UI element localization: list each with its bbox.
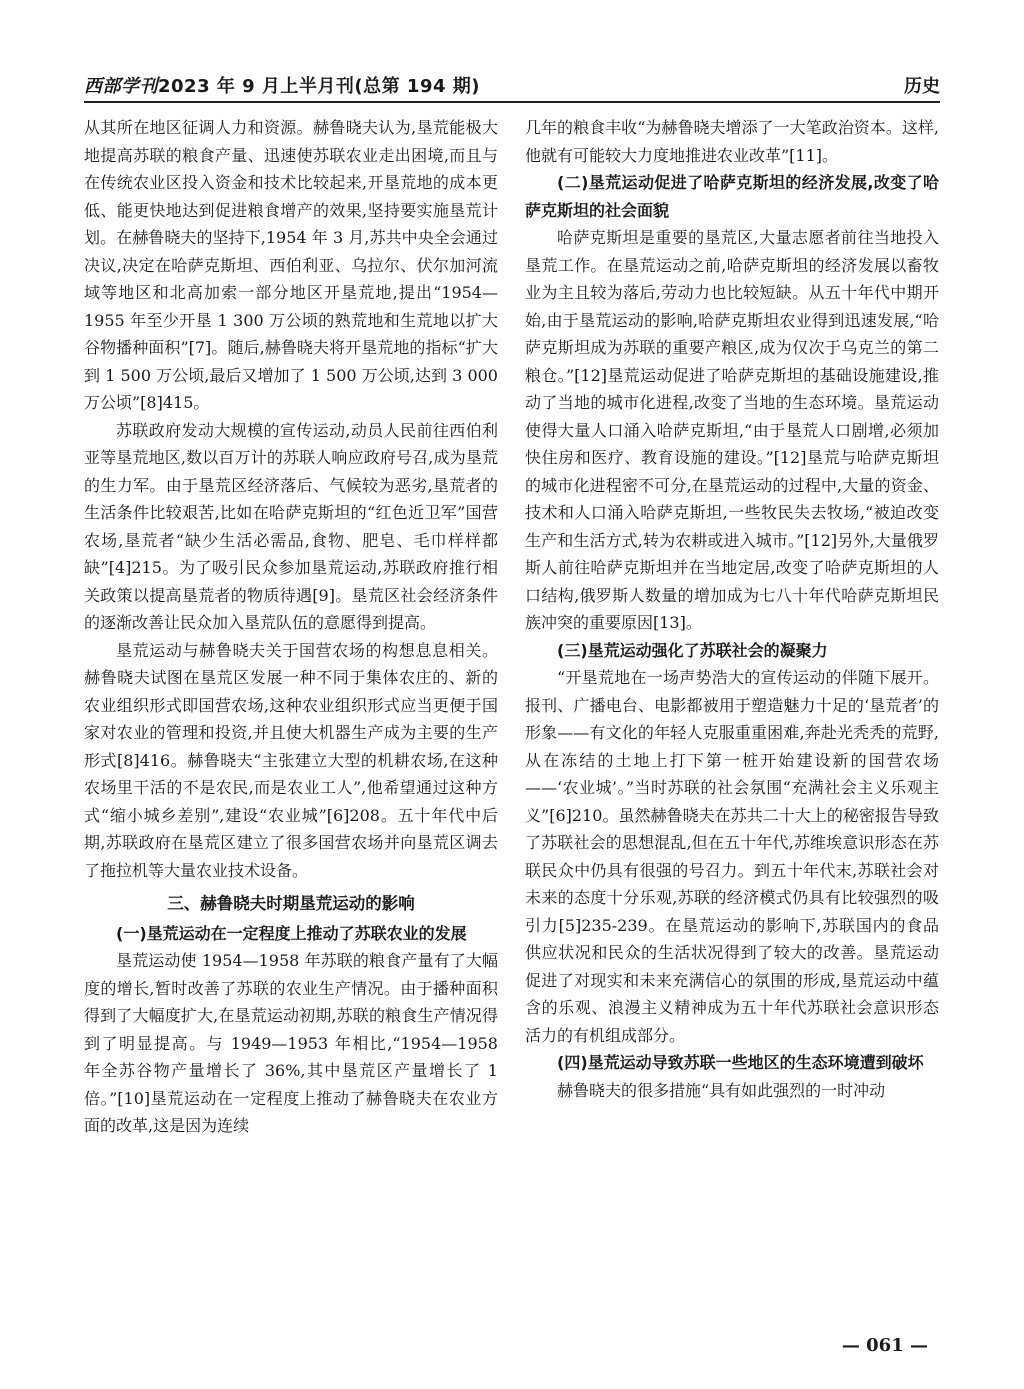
section-name: 历史 [904,76,940,97]
right-column [525,114,939,1104]
paragraph: 几年的粮食丰收“为赫鲁晓夫增添了一大笔政治资本。这样,他就有可能较大力度地推进农业改革”[11]。 [525,118,939,165]
paragraph: 垦荒运动使 1954—1958 年苏联的粮食产量有了大幅度的增长,暂时改善了苏联的农业生产情况。由于播种面积得到了大幅度扩大,在垦荒运动初期,苏联的粮食生产情况得到了明显提高。与 1949—1953 年相比,“1954—1958 年全苏谷物产量增长了 36%,其中垦荒区产量增长了 1 倍。”[10]垦荒运动在一定程度上推动了赫鲁晓夫在农业方面的改革,这是因为连续 [84,951,498,1135]
subsection-heading: (二)垦荒运动促进了哈萨克斯坦的经济发展,改变了哈萨克斯坦的社会面貌 [525,173,939,220]
left-column [84,114,498,1140]
paragraph: 哈萨克斯坦是重要的垦荒区,大量志愿者前往当地投入垦荒工作。在垦荒运动之前,哈萨克斯坦的经济发展以畜牧业为主且较为落后,劳动力也比较短缺。从五十年代中期开始,由于垦荒运动的影响,哈萨克斯坦农业得到迅速发展,“哈萨克斯坦成为苏联的重要产粮区,成为仅次于乌克兰的第二粮仓。”[12]垦荒运动促进了哈萨克斯坦的基础设施建设,推动了当地的城市化进程,改变了当地的生态环境。垦荒运动使得大量人口涌入哈萨克斯坦,“由于垦荒人口剧增,必须加快住房和医疗、教育设施的建设。”[12]垦荒与哈萨克斯坦的城市化进程密不可分,在垦荒运动的过程中,大量的资金、技术和人口涌入哈萨克斯坦,一些牧民失去牧场,“被迫改变生产和生活方式,转为农耕或进入城市。”[12]另外,大量俄罗斯人前往哈萨克斯坦并在当地定居,改变了哈萨克斯坦的人口结构,俄罗斯人数量的增加成为七八十年代哈萨克斯坦民族冲突的重要原因[13]。 [525,228,939,632]
subsection-heading: (三)垦荒运动强化了苏联社会的凝聚力 [557,640,828,660]
subsection-heading: (一)垦荒运动在一定程度上推动了苏联农业的发展 [116,923,467,943]
page-number: — 061 — [841,1335,928,1356]
journal-logo: 西部学刊 [84,76,158,97]
section-heading: 三、赫鲁晓夫时期垦荒运动的影响 [167,894,415,913]
issue-info: 2023 年 9 月上半月刊(总第 194 期) [158,76,480,97]
journal-title [84,72,480,98]
header-rule [84,101,940,103]
paragraph: 苏联政府发动大规模的宣传运动,动员人民前往西伯利亚等垦荒地区,数以百万计的苏联人响应政府号召,成为垦荒的生力军。由于垦荒区经济落后、气候较为恶劣,垦荒者的生活条件比较艰苦,比如在哈萨克斯坦的“红色近卫军”国营农场,垦荒者“缺少生活必需品,食物、肥皂、毛巾样样都缺”[4]215。为了吸引民众参加垦荒运动,苏联政府推行相关政策以提高垦荒者的物质待遇[9]。垦荒区社会经济条件的逐渐改善让民众加入垦荒队伍的意愿得到提高。 [84,420,498,632]
subsection-heading: (四)垦荒运动导致苏联一些地区的生态环境遭到破坏 [557,1053,924,1072]
paragraph: 从其所在地区征调人力和资源。赫鲁晓夫认为,垦荒能极大地提高苏联的粮食产量、迅速使苏联农业走出困境,而且与在传统农业区投入资金和技术比较起来,开垦荒地的成本更低、能更快地达到促进粮食增产的效果,坚持要实施垦荒计划。在赫鲁晓夫的坚持下,1954 年 3 月,苏共中央全会通过决议,决定在哈萨克斯坦、西伯利亚、乌拉尔、伏尔加河流域等地区和北高加索一部分地区开垦荒地,提出“1954—1955 年至少开垦 1 300 万公顷的熟荒地和生荒地以扩大谷物播种面积”[7]。随后,赫鲁晓夫将开垦荒地的指标“扩大到 1 500 万公顷,最后又增加了 1 500 万公顷,达到 3 000 万公顷”[8]415。 [84,118,498,412]
paragraph: 垦荒运动与赫鲁晓夫关于国营农场的构想息息相关。赫鲁晓夫试图在垦荒区发展一种不同于集体农庄的、新的农业组织形式即国营农场,这种农业组织形式应当更便于国家对农业的管理和投资,并且使大机器生产成为主要的生产形式[8]416。赫鲁晓夫“主张建立大型的机耕农场,在这种农场里干活的不是农民,而是农业工人”,他希望通过这种方式“缩小城乡差别”,建设“农业城”[6]208。五十年代中后期,苏联政府在垦荒区建立了很多国营农场并向垦荒区调去了拖拉机等大量农业技术设备。 [84,640,498,880]
paragraph: 赫鲁晓夫的很多措施“具有如此强烈的一时冲动 [557,1080,886,1100]
page-header [84,72,940,102]
paragraph: “开垦荒地在一场声势浩大的宣传运动的伴随下展开。报刊、广播电台、电影都被用于塑造魅力十足的‘垦荒者’的形象——有文化的年轻人克服重重困难,奔赴光秃秃的荒野,从在冻结的土地上打下第一桩开始建设新的国营农场——‘农业城’。”当时苏联的社会氛围“充满社会主义乐观主义”[6]210。虽然赫鲁晓夫在苏共二十大上的秘密报告导致了苏联社会的思想混乱,但在五十年代,苏维埃意识形态在苏联民众中仍具有很强的号召力。到五十年代末,苏联社会对未来的态度十分乐观,苏联的经济模式仍具有比较强烈的吸引力[5]235-239。在垦荒运动的影响下,苏联国内的食品供应状况和民众的生活状况得到了较大的改善。垦荒运动促进了对现实和未来充满信心的氛围的形成,垦荒运动中蕴含的乐观、浪漫主义精神成为五十年代苏联社会意识形态活力的有机组成部分。 [525,668,939,1045]
